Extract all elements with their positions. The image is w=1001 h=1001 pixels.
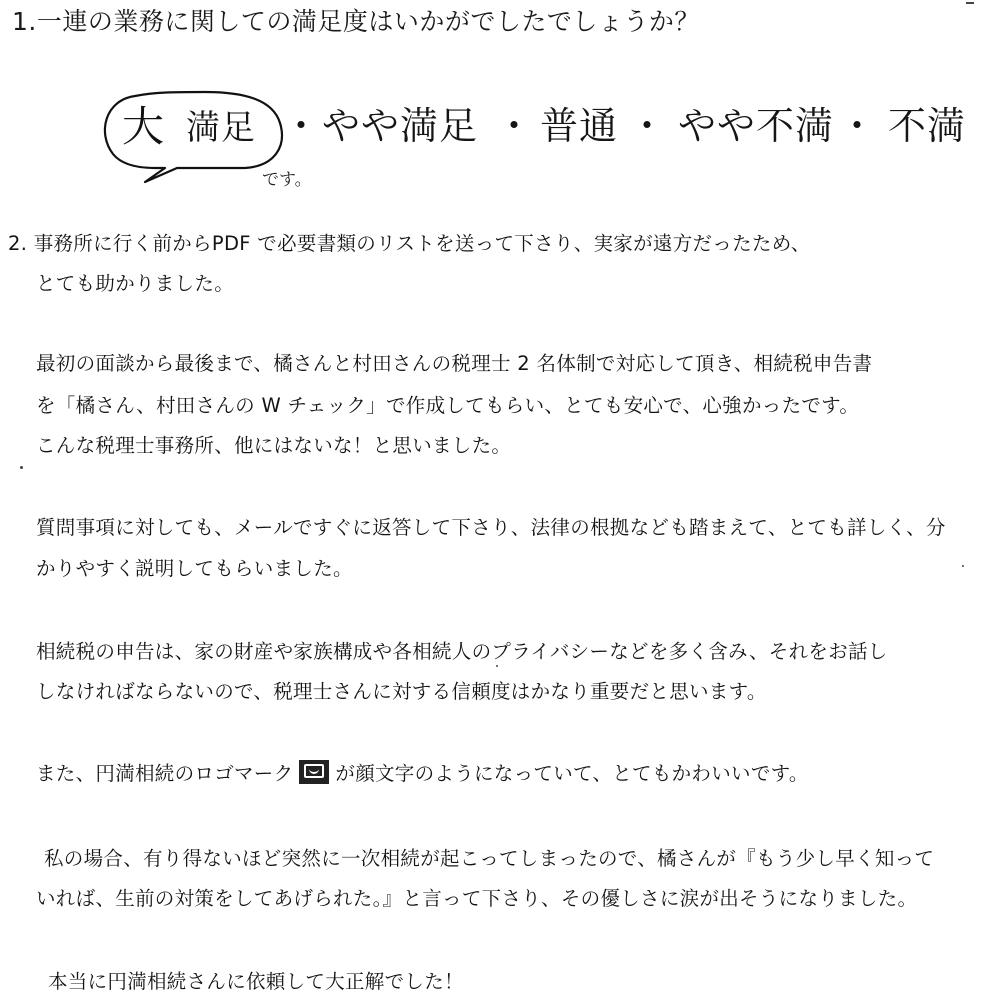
- question-2-line-1: 2. 事務所に行く前からPDF で必要書類のリストを送って下さり、実家が遠方だったため、: [8, 232, 811, 255]
- scale-separator: ・: [495, 104, 534, 148]
- scale-separator: ・: [628, 104, 667, 148]
- paragraph-2-line-1: 質問事項に対しても、メールですぐに返答して下さり、法律の根拠なども踏まえて、とても詳しく、分: [36, 516, 946, 539]
- paragraph-4: [36, 758, 809, 786]
- question-1: 1.一連の業務に関しての満足度はいかがでしたでしょうか？: [12, 7, 700, 36]
- scale-option-satisfied: 満足: [186, 108, 256, 148]
- paragraph-3-line-2: しなければならないので、税理士さんに対する信頼度はかなり重要だと思います。: [36, 680, 767, 703]
- paragraph-3-line-1: 相続税の申告は、家の財産や家族構成や各相続人のプライバシーなどを多く含み、それをお話し: [36, 640, 888, 663]
- scale-separator: ・: [838, 104, 877, 148]
- scan-speck: [20, 466, 23, 469]
- scan-speck: [962, 565, 964, 567]
- paragraph-1-line-2: を「橘さん、村田さんの W チェック」で作成してもらい、とても安心で、心強かったです。: [36, 394, 860, 417]
- scale-separator: ・: [282, 104, 321, 148]
- paragraph-4-after: が顔文字のようになっていて、とてもかわいいです。: [335, 762, 809, 785]
- scan-speck: [966, 2, 974, 4]
- handwritten-desu-note: です。: [262, 170, 312, 190]
- paragraph-6: 本当に円満相続さんに依頼して大正解でした！: [48, 970, 464, 993]
- scale-option-neutral: 普通: [540, 104, 619, 148]
- enman-logo-icon: [299, 760, 329, 784]
- scale-option-somewhat-dissatisfied: やや不満: [678, 104, 835, 148]
- paragraph-1-line-3: こんな税理士事務所、他にはないな！と思いました。: [36, 434, 512, 457]
- scale-option-dissatisfied: 不満: [888, 104, 967, 148]
- paragraph-5-line-1: 私の場合、有り得ないほど突然に一次相続が起こってしまったので、橘さんが『もう少し早く知って: [44, 847, 935, 870]
- scale-option-somewhat-satisfied: やや満足: [322, 104, 479, 148]
- circled-dai-label: 大: [122, 102, 165, 151]
- paragraph-4-before: また、円満相続のロゴマーク: [36, 762, 294, 785]
- question-2-line-2: とても助かりました。: [36, 272, 235, 295]
- paragraph-5-line-2: いれば、生前の対策をしてあげられた。』と言って下さり、その優しさに涙が出そうになりました。: [36, 887, 918, 910]
- paragraph-2-line-2: かりやすく説明してもらいました。: [36, 557, 353, 580]
- scan-speck: [496, 665, 498, 667]
- paragraph-1-line-1: 最初の面談から最後まで、橘さんと村田さんの税理士 2 名体制で対応して頂き、相続税申告書: [36, 352, 873, 375]
